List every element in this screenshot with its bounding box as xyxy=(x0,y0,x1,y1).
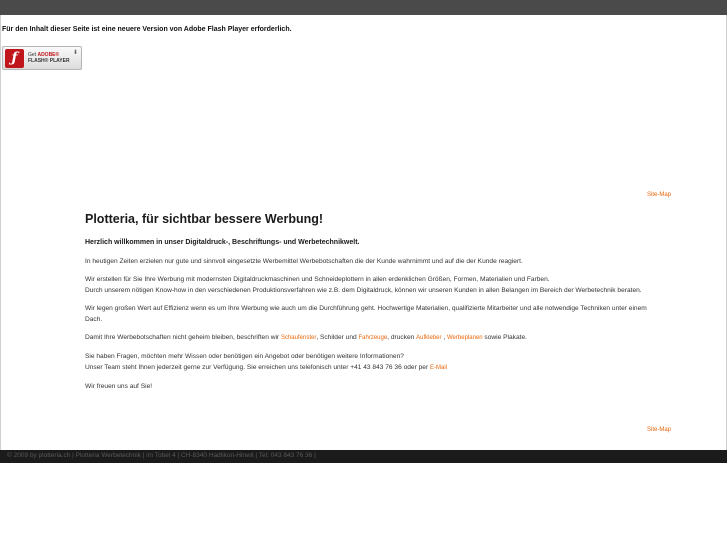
aufkleber-link[interactable]: Aufkleber xyxy=(416,335,442,341)
flash-badge-player: FLASH® PLAYER xyxy=(28,58,70,64)
flash-badge-adobe: ADOBE® xyxy=(37,52,60,58)
footer-bar xyxy=(0,450,727,463)
paragraph-6: Wir freuen uns auf Sie! xyxy=(85,383,153,390)
paragraph-4-text: Damit Ihre Werbebotschaften nicht geheim bleiben, beschriften wir xyxy=(85,334,281,341)
paragraph-4-text: sowie Plakate. xyxy=(482,334,527,341)
paragraph-3: Wir legen großen Wert auf Effizienz wenn es um Ihre Werbung wie auch um die Durchführung geht. Hochwertige Materialien, qualifizierte Mitarbeiter und alle notwendige Techniken unter einem Dach. xyxy=(85,305,647,323)
flash-badge-text xyxy=(28,52,70,64)
download-arrow-icon: ⬇ xyxy=(72,50,78,56)
flash-logo-icon: ƒ xyxy=(5,49,24,68)
footer-text: © 2009 by plotteria.ch | Plotteria Werbetechnik | im Tobel 4 | CH-8340 Hadlikon-Hinwil | Tel: 043 843 76 36 | xyxy=(7,452,316,459)
intro-heading: Herzlich willkommen in unser Digitaldruck-, Beschriftungs- und Werbetechnikwelt. xyxy=(85,239,360,246)
paragraph-2-line-1: Wir erstellen für Sie Ihre Werbung mit modernsten Digitaldruckmaschinen und Schneideplottern in allen erdenklichen Größen, Formen, Materialien und Farben. xyxy=(85,276,550,283)
paragraph-1: In heutigen Zeiten erzielen nur gute und sinnvoll eingesetzte Werbemittel Werbebotschaften die der Kunde wahrnimmt und auf die der Kunde reagiert. xyxy=(85,258,523,265)
paragraph-2-line-2: Durch unserem nötigen Know-how in den verschiedenen Produktionsverfahren wie z.B. dem Digitaldruck, können wir unseren Kunden in allen Belangen im Bereich der Werbetechnik beraten. xyxy=(85,287,642,294)
main-content xyxy=(85,212,655,399)
paragraph-2 xyxy=(85,274,655,296)
top-bar xyxy=(0,0,727,15)
sitemap-link-bottom[interactable]: Site-Map xyxy=(646,427,671,433)
flash-badge-get: Get xyxy=(28,52,38,58)
paragraph-5 xyxy=(85,351,655,374)
get-flash-player-button[interactable] xyxy=(2,46,82,70)
paragraph-4-text: , Schilder und xyxy=(316,334,359,341)
sitemap-link-top[interactable]: Site-Map xyxy=(646,192,671,198)
flash-required-message: Für den Inhalt dieser Seite ist eine neuere Version von Adobe Flash Player erforderlich. xyxy=(2,26,292,33)
paragraph-4-text: , xyxy=(441,334,447,341)
schaufenster-link[interactable]: Schaufenster xyxy=(280,335,317,341)
fahrzeuge-link[interactable]: Fahrzeuge xyxy=(358,335,388,341)
paragraph-5-line-1: Sie haben Fragen, möchten mehr Wissen oder benötigen ein Angebot oder benötigen weitere Informationen? xyxy=(85,353,404,360)
paragraph-5-line-2: Unser Team steht Ihnen jederzeit gerne zur Verfügung. Sie erreichen uns telefonisch unter +41 43 843 76 36 oder per xyxy=(85,364,430,371)
page-title: Plotteria, für sichtbar bessere Werbung! xyxy=(85,212,324,226)
paragraph-4-text: , drucken xyxy=(387,334,417,341)
paragraph-4 xyxy=(85,332,655,344)
werbeplanen-link[interactable]: Werbeplanen xyxy=(447,335,483,341)
email-link[interactable]: E-Mail xyxy=(430,365,448,371)
